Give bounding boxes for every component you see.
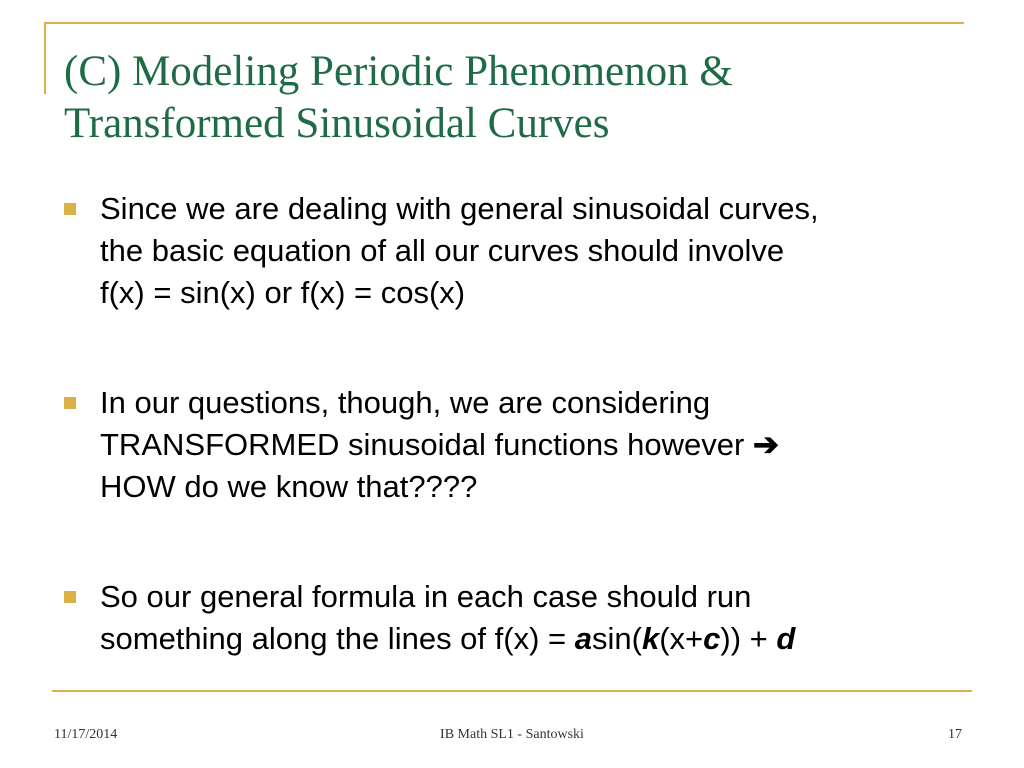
bullet-2-line-3: HOW do we know that???? xyxy=(100,469,478,504)
formula-var-k: k xyxy=(641,621,660,656)
bullet-2-line-2: TRANSFORMED sinusoidal functions however xyxy=(100,427,745,462)
footer-date: 11/17/2014 xyxy=(54,727,118,742)
title-line-2: Transformed Sinusoidal Curves xyxy=(64,100,610,147)
formula-prefix: something along the lines of f(x) = xyxy=(100,621,575,656)
page-number: 17 xyxy=(948,727,962,742)
square-bullet-icon xyxy=(64,591,76,603)
slide-title xyxy=(64,46,964,150)
bullet-item-1 xyxy=(64,188,964,314)
bottom-rule xyxy=(52,690,972,692)
right-arrow-icon: ➔ xyxy=(752,427,779,462)
formula-var-d: d xyxy=(776,621,796,656)
formula-var-a: a xyxy=(574,621,592,656)
bullet-3-line-1: So our general formula in each case should run xyxy=(100,579,752,614)
footer-course: IB Math SL1 - Santowski xyxy=(440,727,584,742)
bullet-2-line-1: In our questions, though, we are considering xyxy=(100,385,711,420)
square-bullet-icon xyxy=(64,203,76,215)
formula-close: )) + xyxy=(720,621,777,656)
bullet-item-2 xyxy=(64,382,964,508)
square-bullet-icon xyxy=(64,397,76,409)
bullet-list xyxy=(64,188,964,660)
bullet-1-line-2: the basic equation of all our curves should involve xyxy=(100,233,785,268)
top-rule xyxy=(44,22,964,24)
formula-sin: sin( xyxy=(591,621,642,656)
left-rule xyxy=(44,22,46,94)
formula-var-c: c xyxy=(703,621,721,656)
bullet-1-line-1: Since we are dealing with general sinusoidal curves, xyxy=(100,191,819,226)
bullet-1-line-3: f(x) = sin(x) or f(x) = cos(x) xyxy=(100,275,466,310)
bullet-item-3 xyxy=(64,576,964,660)
formula-x: (x+ xyxy=(659,621,704,656)
title-line-1: (C) Modeling Periodic Phenomenon & xyxy=(64,48,733,95)
